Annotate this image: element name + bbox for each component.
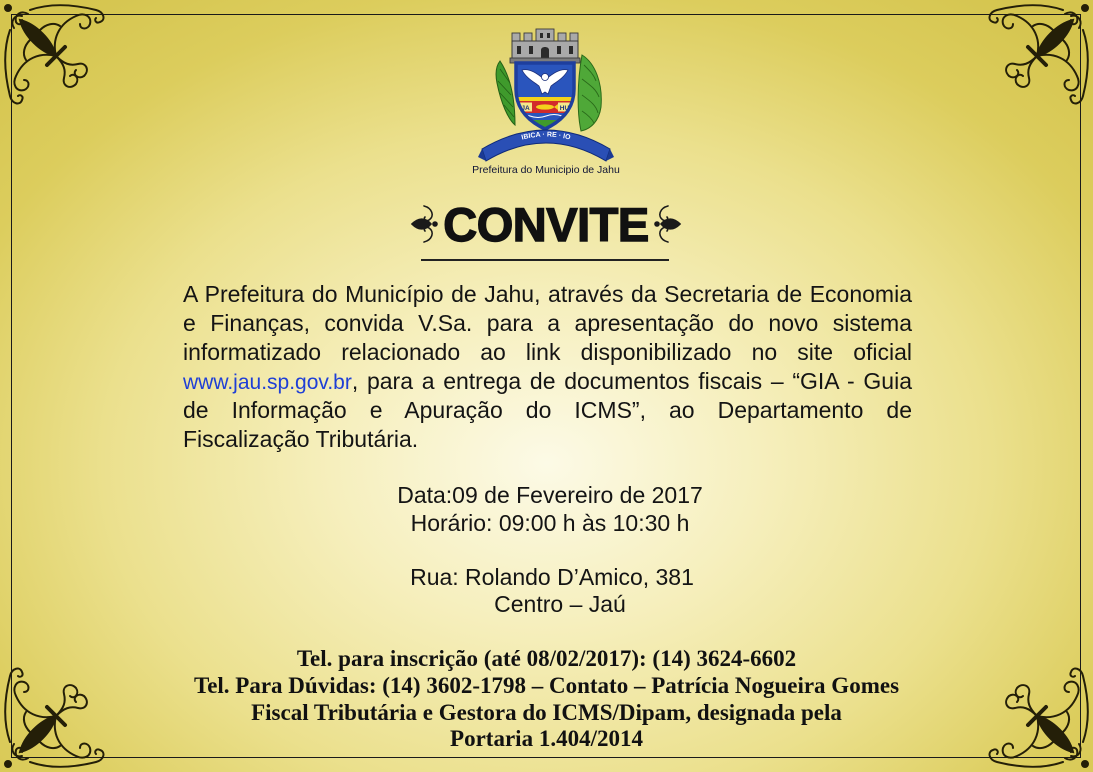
paragraph-line: informatizado relacionado ao link disponibilizado no site oficial — [183, 339, 912, 365]
paragraph-line: e Finanças, convida V.Sa. para a apresentação do novo sistema — [183, 310, 912, 336]
left-foliage — [496, 61, 515, 125]
event-time: Horário: 09:00 h às 10:30 h — [410, 510, 690, 536]
logo-caption: Prefeitura do Municipio de Jahu — [472, 164, 620, 176]
paragraph-line: de Informação e Apuração do ICMS”, ao Departamento de — [183, 397, 912, 423]
contact-role: Fiscal Tributária e Gestora do ICMS/Dipam, designada pela — [251, 700, 842, 725]
shield-band-right: HU — [559, 104, 570, 112]
contact-ordinance: Portaria 1.404/2014 — [450, 726, 643, 751]
contact-registration: Tel. para inscrição (até 08/02/2017): (14) 3624-6602 — [296, 646, 797, 671]
venue-district: Centro – Jaú — [494, 591, 626, 617]
venue-street: Rua: Rolando D’Amico, 381 — [410, 564, 694, 590]
flourish-ornament-icon — [654, 203, 682, 245]
shield-band-left: JA — [521, 104, 530, 112]
website-link[interactable]: www.jau.sp.gov.br — [183, 371, 352, 394]
corner-ornament-icon — [983, 0, 1093, 110]
motto-text: IBICA · RE · IO — [520, 131, 572, 142]
motto-ribbon — [478, 130, 614, 161]
coat-of-arms-logo-icon — [478, 23, 614, 163]
mural-crown — [510, 29, 580, 63]
paragraph-line: Fiscalização Tributária. — [183, 426, 419, 452]
page-title: CONVITE — [443, 198, 649, 251]
paragraph-line: A Prefeitura do Município de Jahu, através da Secretaria de Economia — [183, 281, 912, 307]
right-tree — [578, 55, 601, 131]
event-date: Data:09 de Fevereiro de 2017 — [397, 482, 703, 508]
shield — [514, 61, 578, 132]
contact-questions: Tel. Para Dúvidas: (14) 3602-1798 – Contato – Patrícia Nogueira Gomes — [193, 673, 900, 698]
paragraph-line-text: , para a entrega de documentos fiscais – “GIA - Guia — [351, 368, 912, 394]
corner-ornament-icon — [0, 0, 110, 110]
heading-underline — [421, 259, 669, 261]
paragraph-line — [183, 367, 912, 397]
